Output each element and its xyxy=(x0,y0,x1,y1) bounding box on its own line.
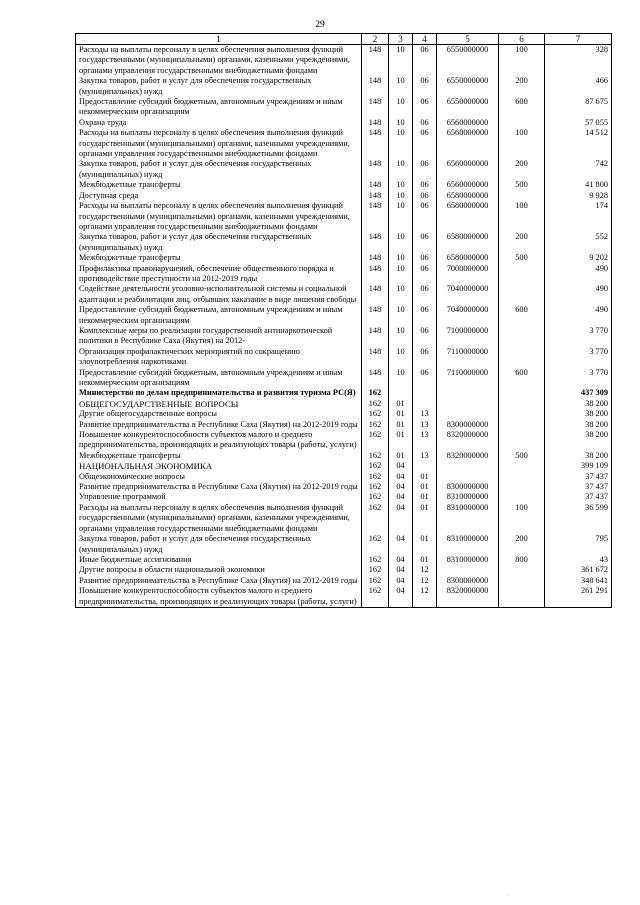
expense-type-cell: 600 xyxy=(499,368,545,389)
section-cell: 01 xyxy=(389,420,413,430)
ministry-code-cell: 162 xyxy=(362,472,389,482)
expense-type-cell: 100 xyxy=(499,128,545,159)
table-row xyxy=(76,461,612,471)
section-cell: 10 xyxy=(389,284,413,305)
ministry-code-cell: 148 xyxy=(362,284,389,305)
amount-cell: 3 770 xyxy=(545,326,612,347)
row-name-cell: Доступная среда xyxy=(76,191,362,201)
expense-type-cell: 500 xyxy=(499,253,545,263)
target-article-cell: 6580000000 xyxy=(437,201,499,232)
table-row xyxy=(76,565,612,575)
amount-cell: 41 800 xyxy=(545,180,612,190)
table-row xyxy=(76,180,612,190)
target-article-cell: 8320000000 xyxy=(437,586,499,607)
ministry-code-cell: 148 xyxy=(362,191,389,201)
section-cell: 10 xyxy=(389,368,413,389)
row-name-cell: Закупка товаров, работ и услуг для обеспечения государственных (муниципальных) нужд xyxy=(76,232,362,253)
target-article-cell: 6550000000 xyxy=(437,97,499,118)
amount-cell: 38 200 xyxy=(545,399,612,409)
ministry-code-cell: 162 xyxy=(362,430,389,451)
ministry-code-cell: 162 xyxy=(362,555,389,565)
expense-type-cell xyxy=(499,586,545,607)
amount-cell: 43 xyxy=(545,555,612,565)
ministry-code-cell: 148 xyxy=(362,326,389,347)
column-header: 4 xyxy=(413,34,437,45)
table-row xyxy=(76,399,612,409)
table-row xyxy=(76,232,612,253)
ministry-code-cell: 162 xyxy=(362,451,389,461)
section-cell: 10 xyxy=(389,232,413,253)
section-cell: 01 xyxy=(389,451,413,461)
amount-cell: 466 xyxy=(545,76,612,97)
subsection-cell: 01 xyxy=(413,472,437,482)
subsection-cell: 06 xyxy=(413,128,437,159)
table-row xyxy=(76,492,612,502)
target-article-cell: 8310000000 xyxy=(437,555,499,565)
amount-cell: 174 xyxy=(545,201,612,232)
amount-cell: 57 055 xyxy=(545,118,612,128)
ministry-code-cell: 148 xyxy=(362,347,389,368)
expense-type-cell: 500 xyxy=(499,451,545,461)
column-header: 3 xyxy=(389,34,413,45)
amount-cell: 38 200 xyxy=(545,420,612,430)
target-article-cell: 7040000000 xyxy=(437,305,499,326)
section-cell: 04 xyxy=(389,482,413,492)
expense-type-cell xyxy=(499,284,545,305)
subsection-cell: 06 xyxy=(413,253,437,263)
amount-cell: 437 309 xyxy=(545,388,612,398)
section-cell: 10 xyxy=(389,253,413,263)
subsection-cell: 01 xyxy=(413,534,437,555)
table-row xyxy=(76,451,612,461)
subsection-cell: 12 xyxy=(413,576,437,586)
column-header: 2 xyxy=(362,34,389,45)
row-name-cell: Развитие предпринимательства в Республике Саха (Якутия) на 2012-2019 годы xyxy=(76,482,362,492)
amount-cell: 38 200 xyxy=(545,430,612,451)
column-header: 7 xyxy=(545,34,612,45)
target-article-cell xyxy=(437,409,499,419)
amount-cell: 9 202 xyxy=(545,253,612,263)
subsection-cell: 06 xyxy=(413,191,437,201)
row-name-cell: Управление программой xyxy=(76,492,362,502)
subsection-cell: 06 xyxy=(413,97,437,118)
expense-type-cell: 200 xyxy=(499,76,545,97)
ministry-code-cell: 162 xyxy=(362,503,389,534)
target-article-cell: 8300000000 xyxy=(437,576,499,586)
ministry-code-cell: 162 xyxy=(362,482,389,492)
section-cell: 04 xyxy=(389,461,413,471)
subsection-cell: 01 xyxy=(413,482,437,492)
row-name-cell: Развитие предпринимательства в Республике Саха (Якутия) на 2012-2019 годы xyxy=(76,420,362,430)
table-row xyxy=(76,555,612,565)
amount-cell: 399 109 xyxy=(545,461,612,471)
expense-type-cell: 100 xyxy=(499,503,545,534)
ministry-code-cell: 162 xyxy=(362,409,389,419)
row-name-cell: Министерство по делам предпринимательства и развития туризма РС(Я) xyxy=(76,388,362,398)
expense-type-cell: 600 xyxy=(499,97,545,118)
expense-type-cell xyxy=(499,326,545,347)
row-name-cell: Другие общегосударственные вопросы xyxy=(76,409,362,419)
target-article-cell: 8320000000 xyxy=(437,451,499,461)
table-row xyxy=(76,347,612,368)
section-cell: 10 xyxy=(389,201,413,232)
section-cell: 01 xyxy=(389,409,413,419)
target-article-cell: 7110000000 xyxy=(437,347,499,368)
row-name-cell: Организация профилактических мероприятий по сокращению злоупотребления наркотиками xyxy=(76,347,362,368)
expense-type-cell xyxy=(499,565,545,575)
section-cell: 04 xyxy=(389,586,413,607)
subsection-cell: 13 xyxy=(413,451,437,461)
expense-type-cell: 800 xyxy=(499,555,545,565)
target-article-cell xyxy=(437,461,499,471)
column-header: 5 xyxy=(437,34,499,45)
amount-cell: 552 xyxy=(545,232,612,253)
ministry-code-cell: 148 xyxy=(362,159,389,180)
expense-type-cell xyxy=(499,472,545,482)
scan-mark: · xyxy=(508,893,510,899)
target-article-cell: 6560000000 xyxy=(437,128,499,159)
target-article-cell xyxy=(437,388,499,398)
expense-type-cell xyxy=(499,409,545,419)
subsection-cell: 06 xyxy=(413,118,437,128)
subsection-cell: 13 xyxy=(413,409,437,419)
table-row xyxy=(76,128,612,159)
subsection-cell: 06 xyxy=(413,326,437,347)
subsection-cell: 06 xyxy=(413,45,437,77)
ministry-code-cell: 162 xyxy=(362,492,389,502)
table-row xyxy=(76,388,612,398)
amount-cell: 3 770 xyxy=(545,347,612,368)
expense-type-cell xyxy=(499,430,545,451)
table-row xyxy=(76,159,612,180)
subsection-cell xyxy=(413,461,437,471)
amount-cell: 38 200 xyxy=(545,451,612,461)
ministry-code-cell: 148 xyxy=(362,201,389,232)
row-name-cell: НАЦИОНАЛЬНАЯ ЭКОНОМИКА xyxy=(76,461,362,471)
table-header-row xyxy=(76,34,612,45)
expense-type-cell: 100 xyxy=(499,45,545,77)
expense-type-cell xyxy=(499,347,545,368)
row-name-cell: ОБЩЕГОСУДАРСТВЕННЫЕ ВОПРОСЫ xyxy=(76,399,362,409)
table-row xyxy=(76,472,612,482)
ministry-code-cell: 162 xyxy=(362,565,389,575)
target-article-cell: 6580000000 xyxy=(437,253,499,263)
target-article-cell: 8310000000 xyxy=(437,503,499,534)
ministry-code-cell: 162 xyxy=(362,461,389,471)
table-row xyxy=(76,264,612,285)
expense-type-cell: 600 xyxy=(499,305,545,326)
target-article-cell: 6550000000 xyxy=(437,45,499,77)
section-cell: 10 xyxy=(389,305,413,326)
row-name-cell: Профилактика правонарушений, обеспечение общественного порядка и противодействие преступности на 2012-2019 годы xyxy=(76,264,362,285)
section-cell: 10 xyxy=(389,76,413,97)
table-row xyxy=(76,409,612,419)
ministry-code-cell: 162 xyxy=(362,586,389,607)
amount-cell: 87 675 xyxy=(545,97,612,118)
table-row xyxy=(76,191,612,201)
target-article-cell xyxy=(437,565,499,575)
expense-type-cell xyxy=(499,420,545,430)
row-name-cell: Общеэкономические вопросы xyxy=(76,472,362,482)
ministry-code-cell: 148 xyxy=(362,232,389,253)
subsection-cell: 12 xyxy=(413,565,437,575)
subsection-cell: 12 xyxy=(413,586,437,607)
subsection-cell: 06 xyxy=(413,159,437,180)
row-name-cell: Закупка товаров, работ и услуг для обеспечения государственных (муниципальных) нужд xyxy=(76,534,362,555)
target-article-cell xyxy=(437,399,499,409)
amount-cell: 328 xyxy=(545,45,612,77)
section-cell: 04 xyxy=(389,472,413,482)
table-row xyxy=(76,76,612,97)
section-cell: 10 xyxy=(389,264,413,285)
subsection-cell: 06 xyxy=(413,180,437,190)
amount-cell: 490 xyxy=(545,264,612,285)
target-article-cell: 6580000000 xyxy=(437,232,499,253)
row-name-cell: Закупка товаров, работ и услуг для обеспечения государственных (муниципальных) нужд xyxy=(76,76,362,97)
row-name-cell: Повышение конкурентоспособности субъектов малого и среднего предпринимательства, производящих и реализующих товары (работы, услуги) xyxy=(76,586,362,607)
row-name-cell: Межбюджетные трансферты xyxy=(76,451,362,461)
target-article-cell: 8320000000 xyxy=(437,430,499,451)
expense-type-cell xyxy=(499,461,545,471)
expense-type-cell xyxy=(499,388,545,398)
amount-cell: 340 641 xyxy=(545,576,612,586)
ministry-code-cell: 148 xyxy=(362,76,389,97)
row-name-cell: Другие вопросы в области национальной экономики xyxy=(76,565,362,575)
subsection-cell: 06 xyxy=(413,284,437,305)
target-article-cell: 7110000000 xyxy=(437,368,499,389)
subsection-cell: 06 xyxy=(413,201,437,232)
section-cell: 04 xyxy=(389,492,413,502)
section-cell: 10 xyxy=(389,159,413,180)
table-row xyxy=(76,45,612,77)
table-row xyxy=(76,430,612,451)
ministry-code-cell: 162 xyxy=(362,534,389,555)
ministry-code-cell: 162 xyxy=(362,576,389,586)
row-name-cell: Повышение конкурентоспособности субъектов малого и среднего предпринимательства, производящих и реализующих товары (работы, услуги) xyxy=(76,430,362,451)
row-name-cell: Расходы на выплаты персоналу в целях обеспечения выполнения функций государственными (муниципальными) органами, казенными учреждениями, органами управления государственными внебюджетными фондами xyxy=(76,201,362,232)
ministry-code-cell: 148 xyxy=(362,253,389,263)
ministry-code-cell: 148 xyxy=(362,97,389,118)
amount-cell: 361 672 xyxy=(545,565,612,575)
amount-cell: 3 770 xyxy=(545,368,612,389)
amount-cell: 37 437 xyxy=(545,482,612,492)
section-cell: 10 xyxy=(389,347,413,368)
ministry-code-cell: 148 xyxy=(362,264,389,285)
section-cell xyxy=(389,388,413,398)
amount-cell: 38 200 xyxy=(545,409,612,419)
table-row xyxy=(76,305,612,326)
amount-cell: 36 599 xyxy=(545,503,612,534)
subsection-cell: 01 xyxy=(413,492,437,502)
expense-type-cell xyxy=(499,191,545,201)
section-cell: 04 xyxy=(389,534,413,555)
expense-type-cell: 200 xyxy=(499,232,545,253)
subsection-cell xyxy=(413,388,437,398)
target-article-cell: 7100000000 xyxy=(437,326,499,347)
ministry-code-cell: 148 xyxy=(362,118,389,128)
target-article-cell: 6560000000 xyxy=(437,159,499,180)
target-article-cell: 8310000000 xyxy=(437,534,499,555)
table-row xyxy=(76,118,612,128)
subsection-cell: 01 xyxy=(413,503,437,534)
amount-cell: 37 437 xyxy=(545,492,612,502)
expense-type-cell xyxy=(499,576,545,586)
target-article-cell: 6580000000 xyxy=(437,191,499,201)
row-name-cell: Расходы на выплаты персоналу в целях обеспечения выполнения функций государственными (муниципальными) органами, казенными учреждениями, органами управления государственными внебюджетными фондами xyxy=(76,45,362,77)
table-body xyxy=(76,45,612,608)
section-cell: 10 xyxy=(389,191,413,201)
page-number: 29 xyxy=(315,20,325,30)
amount-cell: 14 512 xyxy=(545,128,612,159)
ministry-code-cell: 148 xyxy=(362,128,389,159)
table-row xyxy=(76,97,612,118)
ministry-code-cell: 148 xyxy=(362,180,389,190)
row-name-cell: Иные бюджетные ассигнования xyxy=(76,555,362,565)
subsection-cell: 06 xyxy=(413,264,437,285)
section-cell: 10 xyxy=(389,180,413,190)
section-cell: 10 xyxy=(389,128,413,159)
subsection-cell: 06 xyxy=(413,76,437,97)
subsection-cell: 13 xyxy=(413,430,437,451)
section-cell: 01 xyxy=(389,399,413,409)
row-name-cell: Развитие предпринимательства в Республике Саха (Якутия) на 2012-2019 годы xyxy=(76,576,362,586)
ministry-code-cell: 148 xyxy=(362,368,389,389)
expense-type-cell xyxy=(499,118,545,128)
row-name-cell: Закупка товаров, работ и услуг для обеспечения государственных (муниципальных) нужд xyxy=(76,159,362,180)
amount-cell: 261 291 xyxy=(545,586,612,607)
table-row xyxy=(76,576,612,586)
target-article-cell: 7000000000 xyxy=(437,264,499,285)
ministry-code-cell: 162 xyxy=(362,399,389,409)
target-article-cell xyxy=(437,472,499,482)
target-article-cell: 8310000000 xyxy=(437,492,499,502)
table-row xyxy=(76,284,612,305)
budget-table xyxy=(75,33,612,608)
expense-type-cell: 100 xyxy=(499,201,545,232)
table-row xyxy=(76,201,612,232)
target-article-cell: 6550000000 xyxy=(437,76,499,97)
row-name-cell: Предоставление субсидий бюджетным, автономным учреждениям и иным некоммерческим организациям xyxy=(76,97,362,118)
table-row xyxy=(76,503,612,534)
subsection-cell: 06 xyxy=(413,232,437,253)
section-cell: 04 xyxy=(389,503,413,534)
subsection-cell: 06 xyxy=(413,305,437,326)
section-cell: 04 xyxy=(389,565,413,575)
target-article-cell: 6560000000 xyxy=(437,118,499,128)
row-name-cell: Расходы на выплаты персоналу в целях обеспечения выполнения функций государственными (муниципальными) органами, казенными учреждениями, органами управления государственными внебюджетными фондами xyxy=(76,128,362,159)
ministry-code-cell: 148 xyxy=(362,305,389,326)
expense-type-cell xyxy=(499,482,545,492)
section-cell: 10 xyxy=(389,326,413,347)
row-name-cell: Расходы на выплаты персоналу в целях обеспечения выполнения функций государственными (муниципальными) органами, казенными учреждениями, органами управления государственными внебюджетными фондами xyxy=(76,503,362,534)
column-header: 1 xyxy=(76,34,362,45)
section-cell: 04 xyxy=(389,555,413,565)
amount-cell: 490 xyxy=(545,284,612,305)
subsection-cell: 06 xyxy=(413,368,437,389)
table-row xyxy=(76,368,612,389)
table-row xyxy=(76,586,612,607)
expense-type-cell: 200 xyxy=(499,534,545,555)
row-name-cell: Охрана труда xyxy=(76,118,362,128)
row-name-cell: Предоставление субсидий бюджетным, автономным учреждениям и иным некоммерческим организациям xyxy=(76,305,362,326)
subsection-cell: 13 xyxy=(413,420,437,430)
table-row xyxy=(76,534,612,555)
target-article-cell: 8300000000 xyxy=(437,420,499,430)
ministry-code-cell: 162 xyxy=(362,388,389,398)
table-row xyxy=(76,482,612,492)
row-name-cell: Комплексные меры по реализации государственной антинаркотической политики в Республике Саха (Якутия) на 2012- xyxy=(76,326,362,347)
section-cell: 10 xyxy=(389,97,413,118)
amount-cell: 742 xyxy=(545,159,612,180)
amount-cell: 490 xyxy=(545,305,612,326)
amount-cell: 795 xyxy=(545,534,612,555)
amount-cell: 9 928 xyxy=(545,191,612,201)
table-row xyxy=(76,420,612,430)
row-name-cell: Содействие деятельности уголовно-исполнительной системы и социальной адаптации и реабилитации лиц, отбывших наказание в виде лишения свободы xyxy=(76,284,362,305)
subsection-cell xyxy=(413,399,437,409)
amount-cell: 37 437 xyxy=(545,472,612,482)
row-name-cell: Межбюджетные трансферты xyxy=(76,253,362,263)
section-cell: 01 xyxy=(389,430,413,451)
table-row xyxy=(76,326,612,347)
target-article-cell: 7040000000 xyxy=(437,284,499,305)
subsection-cell: 01 xyxy=(413,555,437,565)
ministry-code-cell: 162 xyxy=(362,420,389,430)
subsection-cell: 06 xyxy=(413,347,437,368)
expense-type-cell xyxy=(499,492,545,502)
target-article-cell: 6560000000 xyxy=(437,180,499,190)
section-cell: 04 xyxy=(389,576,413,586)
expense-type-cell: 200 xyxy=(499,159,545,180)
row-name-cell: Межбюджетные трансферты xyxy=(76,180,362,190)
ministry-code-cell: 148 xyxy=(362,45,389,77)
column-header: 6 xyxy=(499,34,545,45)
expense-type-cell xyxy=(499,264,545,285)
table-row xyxy=(76,253,612,263)
expense-type-cell: 500 xyxy=(499,180,545,190)
row-name-cell: Предоставление субсидий бюджетным, автономным учреждениям и иным некоммерческим организациям xyxy=(76,368,362,389)
section-cell: 10 xyxy=(389,118,413,128)
expense-type-cell xyxy=(499,399,545,409)
section-cell: 10 xyxy=(389,45,413,77)
target-article-cell: 8300000000 xyxy=(437,482,499,492)
